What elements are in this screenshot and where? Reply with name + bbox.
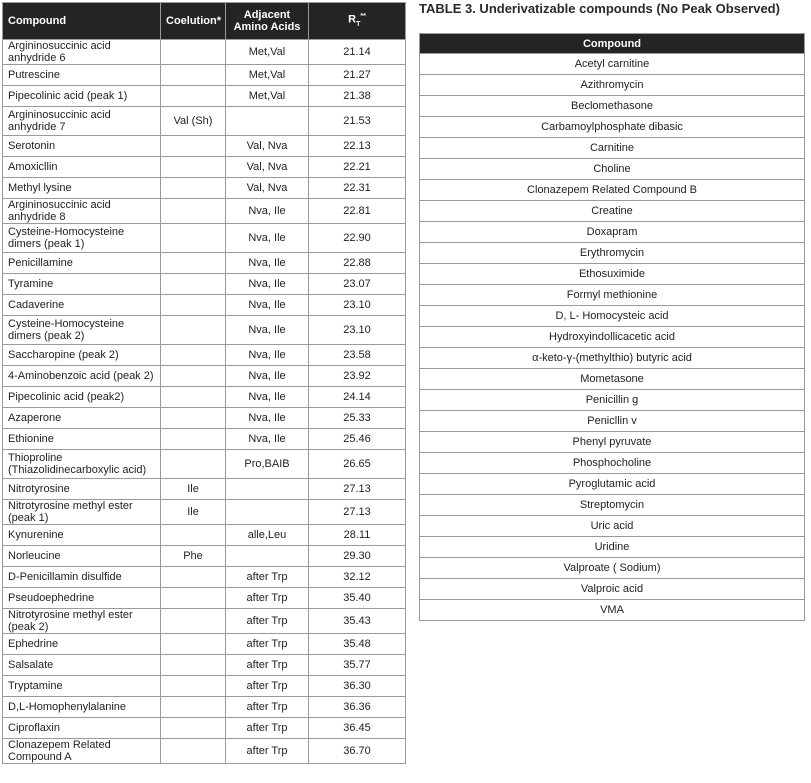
cell-retention-time: 21.27	[309, 65, 406, 86]
table-row	[420, 432, 805, 453]
table3-title: TABLE 3. Underivatizable compounds (No Peak Observed)	[419, 1, 780, 16]
cell-coelution	[161, 366, 226, 387]
cell-compound: Ciproflaxin	[3, 718, 161, 739]
cell-compound: 4-Aminobenzoic acid (peak 2)	[3, 366, 161, 387]
cell-retention-time: 22.90	[309, 224, 406, 253]
cell-compound: Choline	[420, 159, 805, 180]
cell-compound: Valproate ( Sodium)	[420, 558, 805, 579]
cell-compound: Penicillin g	[420, 390, 805, 411]
header-compound: Compound	[420, 34, 805, 54]
table-row	[3, 697, 406, 718]
cell-coelution	[161, 316, 226, 345]
cell-retention-time: 28.11	[309, 525, 406, 546]
cell-adjacent-amino-acids: Val, Nva	[226, 178, 309, 199]
table-row	[3, 525, 406, 546]
cell-coelution: Ile	[161, 479, 226, 500]
cell-retention-time: 27.13	[309, 479, 406, 500]
cell-compound: Argininosuccinic acid anhydride 8	[3, 199, 161, 224]
cell-retention-time: 36.45	[309, 718, 406, 739]
cell-coelution	[161, 136, 226, 157]
cell-coelution	[161, 450, 226, 479]
cell-retention-time: 23.10	[309, 295, 406, 316]
cell-compound: Ethosuximide	[420, 264, 805, 285]
table-row	[3, 546, 406, 567]
cell-coelution	[161, 676, 226, 697]
cell-compound: Cysteine-Homocysteine dimers (peak 2)	[3, 316, 161, 345]
table-row	[3, 157, 406, 178]
cell-retention-time: 35.48	[309, 634, 406, 655]
cell-compound: Nitrotyrosine methyl ester (peak 2)	[3, 609, 161, 634]
cell-compound: Saccharopine (peak 2)	[3, 345, 161, 366]
cell-compound: Ephedrine	[3, 634, 161, 655]
cell-compound: Phenyl pyruvate	[420, 432, 805, 453]
cell-compound: Thioproline (Thiazolidinecarboxylic acid)	[3, 450, 161, 479]
cell-adjacent-amino-acids: alle,Leu	[226, 525, 309, 546]
retention-time-table	[2, 2, 406, 764]
cell-adjacent-amino-acids: Nva, Ile	[226, 429, 309, 450]
cell-compound: Penicllin v	[420, 411, 805, 432]
cell-compound: Creatine	[420, 201, 805, 222]
header-adjacent-amino-acids	[226, 3, 309, 40]
cell-adjacent-amino-acids: Nva, Ile	[226, 366, 309, 387]
cell-coelution	[161, 609, 226, 634]
cell-retention-time: 22.31	[309, 178, 406, 199]
cell-coelution	[161, 567, 226, 588]
cell-coelution	[161, 224, 226, 253]
table-row	[420, 390, 805, 411]
cell-adjacent-amino-acids: after Trp	[226, 588, 309, 609]
cell-retention-time: 35.40	[309, 588, 406, 609]
table-row	[420, 75, 805, 96]
cell-coelution	[161, 345, 226, 366]
cell-compound: Salsalate	[3, 655, 161, 676]
table-row	[3, 65, 406, 86]
table-row	[3, 345, 406, 366]
cell-compound: D,L-Homophenylalanine	[3, 697, 161, 718]
table-row	[3, 224, 406, 253]
table-row	[420, 537, 805, 558]
cell-adjacent-amino-acids: Nva, Ile	[226, 274, 309, 295]
cell-coelution	[161, 253, 226, 274]
table-row	[3, 387, 406, 408]
cell-compound: Cysteine-Homocysteine dimers (peak 1)	[3, 224, 161, 253]
cell-adjacent-amino-acids	[226, 500, 309, 525]
cell-retention-time: 23.10	[309, 316, 406, 345]
cell-compound: Uric acid	[420, 516, 805, 537]
cell-adjacent-amino-acids	[226, 107, 309, 136]
table-row	[420, 411, 805, 432]
cell-compound: Putrescine	[3, 65, 161, 86]
cell-coelution	[161, 634, 226, 655]
cell-coelution	[161, 40, 226, 65]
cell-adjacent-amino-acids: Val, Nva	[226, 157, 309, 178]
cell-compound: VMA	[420, 600, 805, 621]
cell-compound: Valproic acid	[420, 579, 805, 600]
cell-retention-time: 36.36	[309, 697, 406, 718]
header-retention-time	[309, 3, 406, 40]
table-row	[3, 199, 406, 224]
cell-compound: Amoxicllin	[3, 157, 161, 178]
table-row	[420, 600, 805, 621]
header-adjacent-line2: Amino Acids	[233, 21, 301, 33]
cell-compound: Formyl methionine	[420, 285, 805, 306]
table-row	[420, 264, 805, 285]
cell-retention-time: 29.30	[309, 546, 406, 567]
cell-coelution	[161, 274, 226, 295]
cell-adjacent-amino-acids: Pro,BAIB	[226, 450, 309, 479]
cell-adjacent-amino-acids: Nva, Ile	[226, 199, 309, 224]
table-row	[420, 495, 805, 516]
table-row	[3, 408, 406, 429]
table-row	[3, 136, 406, 157]
cell-adjacent-amino-acids: after Trp	[226, 739, 309, 764]
header-coelution: Coelution*	[161, 3, 226, 40]
cell-compound: D-Penicillamin disulfide	[3, 567, 161, 588]
table-header-row	[3, 3, 406, 40]
cell-coelution	[161, 718, 226, 739]
table-row	[3, 588, 406, 609]
cell-coelution	[161, 408, 226, 429]
cell-compound: Erythromycin	[420, 243, 805, 264]
cell-retention-time: 22.88	[309, 253, 406, 274]
cell-adjacent-amino-acids: Nva, Ile	[226, 253, 309, 274]
cell-adjacent-amino-acids	[226, 479, 309, 500]
header-rt-main: R	[348, 13, 357, 26]
table-row	[420, 138, 805, 159]
table-row	[3, 429, 406, 450]
cell-adjacent-amino-acids: Nva, Ile	[226, 224, 309, 253]
table-row	[420, 243, 805, 264]
cell-retention-time: 23.07	[309, 274, 406, 295]
table-row	[3, 295, 406, 316]
cell-compound: Carnitine	[420, 138, 805, 159]
cell-adjacent-amino-acids: Met,Val	[226, 40, 309, 65]
cell-compound: Pipecolinic acid (peak 1)	[3, 86, 161, 107]
table-row	[420, 54, 805, 75]
table-row	[3, 634, 406, 655]
cell-retention-time: 27.13	[309, 500, 406, 525]
underivatizable-table	[419, 33, 805, 621]
table-row	[3, 676, 406, 697]
table-row	[420, 285, 805, 306]
cell-retention-time: 36.70	[309, 739, 406, 764]
table-row	[3, 655, 406, 676]
cell-coelution	[161, 65, 226, 86]
table-header-row	[420, 34, 805, 54]
table-row	[420, 96, 805, 117]
cell-coelution: Ile	[161, 500, 226, 525]
cell-retention-time: 22.81	[309, 199, 406, 224]
cell-coelution: Val (Sh)	[161, 107, 226, 136]
table-row	[420, 306, 805, 327]
cell-coelution	[161, 178, 226, 199]
cell-compound: Kynurenine	[3, 525, 161, 546]
cell-retention-time: 32.12	[309, 567, 406, 588]
cell-retention-time: 24.14	[309, 387, 406, 408]
table-row	[3, 609, 406, 634]
cell-compound: Serotonin	[3, 136, 161, 157]
cell-adjacent-amino-acids: after Trp	[226, 676, 309, 697]
cell-compound: D, L- Homocysteic acid	[420, 306, 805, 327]
table-row	[3, 366, 406, 387]
cell-adjacent-amino-acids: Nva, Ile	[226, 295, 309, 316]
cell-coelution	[161, 157, 226, 178]
table-row	[3, 718, 406, 739]
cell-adjacent-amino-acids: after Trp	[226, 609, 309, 634]
cell-coelution	[161, 86, 226, 107]
cell-compound: Nitrotyrosine	[3, 479, 161, 500]
cell-coelution	[161, 387, 226, 408]
table-row	[420, 117, 805, 138]
cell-coelution: Phe	[161, 546, 226, 567]
cell-coelution	[161, 739, 226, 764]
cell-compound: Mometasone	[420, 369, 805, 390]
cell-adjacent-amino-acids: Nva, Ile	[226, 408, 309, 429]
table-row	[3, 739, 406, 764]
cell-retention-time: 21.38	[309, 86, 406, 107]
cell-compound: Penicillamine	[3, 253, 161, 274]
table-row	[3, 274, 406, 295]
cell-compound: Clonazepem Related Compound A	[3, 739, 161, 764]
cell-compound: α-keto-γ-(methylthio) butyric acid	[420, 348, 805, 369]
cell-compound: Phosphocholine	[420, 453, 805, 474]
cell-compound: Cadaverine	[3, 295, 161, 316]
cell-compound: Hydroxyindollicacetic acid	[420, 327, 805, 348]
cell-adjacent-amino-acids: Val, Nva	[226, 136, 309, 157]
table-row	[420, 348, 805, 369]
table-row	[420, 369, 805, 390]
cell-compound: Norleucine	[3, 546, 161, 567]
header-rt-sup: **	[360, 13, 366, 21]
cell-retention-time: 21.14	[309, 40, 406, 65]
cell-compound: Azithromycin	[420, 75, 805, 96]
cell-adjacent-amino-acids: Nva, Ile	[226, 387, 309, 408]
table-row	[420, 558, 805, 579]
cell-compound: Ethionine	[3, 429, 161, 450]
table-row	[420, 453, 805, 474]
table-row	[3, 479, 406, 500]
cell-adjacent-amino-acids: after Trp	[226, 697, 309, 718]
table-row	[420, 201, 805, 222]
cell-coelution	[161, 295, 226, 316]
cell-compound: Azaperone	[3, 408, 161, 429]
cell-adjacent-amino-acids: Nva, Ile	[226, 316, 309, 345]
cell-coelution	[161, 429, 226, 450]
underivatizable-table-body	[420, 54, 805, 621]
cell-compound: Argininosuccinic acid anhydride 6	[3, 40, 161, 65]
cell-adjacent-amino-acids	[226, 546, 309, 567]
table-row	[3, 253, 406, 274]
cell-compound: Tyramine	[3, 274, 161, 295]
table-row	[420, 327, 805, 348]
cell-coelution	[161, 199, 226, 224]
cell-compound: Tryptamine	[3, 676, 161, 697]
header-compound: Compound	[3, 3, 161, 40]
cell-retention-time: 22.13	[309, 136, 406, 157]
retention-table-body	[3, 40, 406, 764]
cell-coelution	[161, 588, 226, 609]
cell-compound: Pyroglutamic acid	[420, 474, 805, 495]
cell-compound: Beclomethasone	[420, 96, 805, 117]
table-row	[420, 474, 805, 495]
cell-compound: Nitrotyrosine methyl ester (peak 1)	[3, 500, 161, 525]
table-row	[3, 316, 406, 345]
table-row	[420, 222, 805, 243]
cell-retention-time: 35.43	[309, 609, 406, 634]
cell-compound: Doxapram	[420, 222, 805, 243]
table-row	[420, 180, 805, 201]
cell-adjacent-amino-acids: after Trp	[226, 634, 309, 655]
cell-compound: Streptomycin	[420, 495, 805, 516]
cell-compound: Pseudoephedrine	[3, 588, 161, 609]
cell-retention-time: 25.46	[309, 429, 406, 450]
cell-compound: Acetyl carnitine	[420, 54, 805, 75]
table-row	[420, 159, 805, 180]
cell-compound: Uridine	[420, 537, 805, 558]
cell-coelution	[161, 525, 226, 546]
cell-retention-time: 25.33	[309, 408, 406, 429]
cell-coelution	[161, 697, 226, 718]
cell-compound: Carbamoylphosphate dibasic	[420, 117, 805, 138]
header-adjacent-line1: Adjacent	[243, 9, 291, 21]
cell-adjacent-amino-acids: after Trp	[226, 718, 309, 739]
cell-retention-time: 36.30	[309, 676, 406, 697]
cell-retention-time: 35.77	[309, 655, 406, 676]
cell-adjacent-amino-acids: after Trp	[226, 567, 309, 588]
cell-retention-time: 23.58	[309, 345, 406, 366]
cell-retention-time: 21.53	[309, 107, 406, 136]
table-row	[3, 86, 406, 107]
cell-retention-time: 23.92	[309, 366, 406, 387]
cell-adjacent-amino-acids: Nva, Ile	[226, 345, 309, 366]
cell-compound: Methyl lysine	[3, 178, 161, 199]
header-rt-sub: T	[356, 20, 361, 28]
table-row	[3, 450, 406, 479]
table-row	[3, 40, 406, 65]
cell-compound: Argininosuccinic acid anhydride 7	[3, 107, 161, 136]
table-row	[3, 178, 406, 199]
table-row	[420, 516, 805, 537]
cell-adjacent-amino-acids: Met,Val	[226, 65, 309, 86]
table-row	[420, 579, 805, 600]
cell-compound: Pipecolinic acid (peak2)	[3, 387, 161, 408]
cell-retention-time: 22.21	[309, 157, 406, 178]
cell-adjacent-amino-acids: Met,Val	[226, 86, 309, 107]
cell-adjacent-amino-acids: after Trp	[226, 655, 309, 676]
cell-retention-time: 26.65	[309, 450, 406, 479]
cell-compound: Clonazepem Related Compound B	[420, 180, 805, 201]
table-row	[3, 567, 406, 588]
table-row	[3, 107, 406, 136]
cell-coelution	[161, 655, 226, 676]
table-row	[3, 500, 406, 525]
